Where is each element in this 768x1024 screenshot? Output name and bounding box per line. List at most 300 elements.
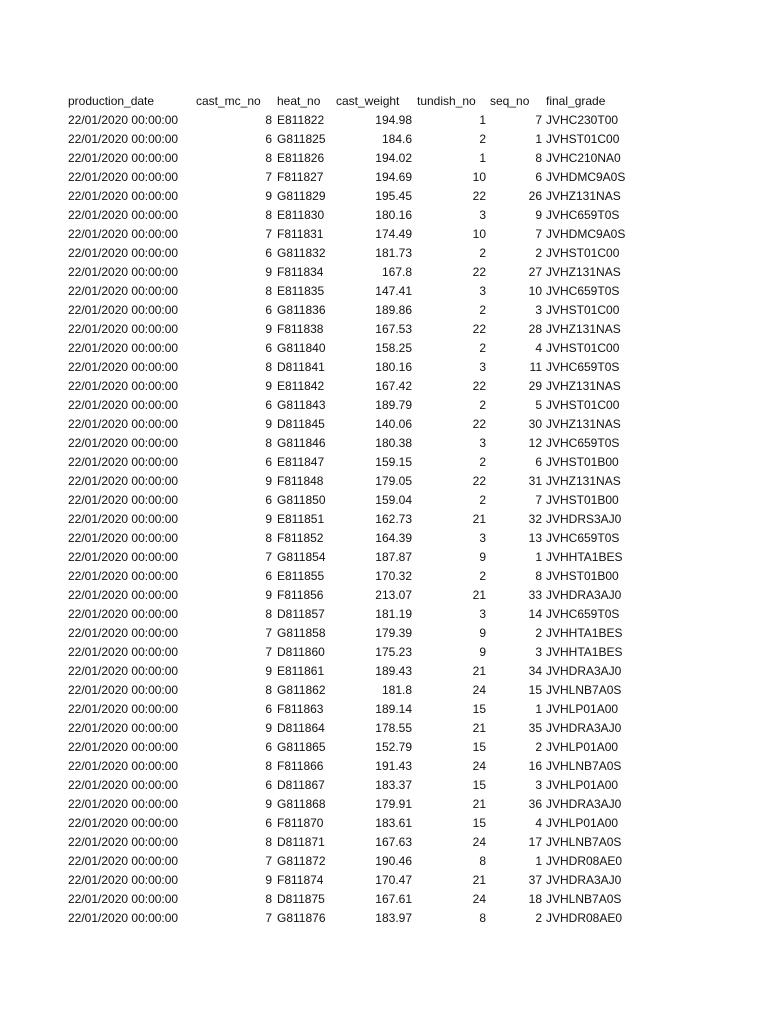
cell-heat-no: E811855: [277, 569, 325, 583]
cell-heat-no: F811863: [277, 702, 324, 716]
cell-tundish-no: 24: [472, 835, 486, 849]
cell-seq-no: 3: [535, 303, 542, 317]
cell-cast-mc-no: 6: [265, 493, 272, 507]
cell-tundish-no: 2: [479, 398, 486, 412]
cell-final-grade: JVHDRA3AJ0: [546, 721, 622, 735]
cell-cast-mc-no: 7: [265, 227, 272, 241]
cell-seq-no: 2: [535, 740, 542, 754]
table-row: [68, 681, 656, 700]
cell-cast-weight: 140.06: [375, 417, 412, 431]
cell-heat-no: G811832: [277, 246, 326, 260]
cell-final-grade: JVHDR08AE0: [546, 854, 623, 868]
cell-heat-no: F811856: [277, 588, 324, 602]
cell-final-grade: JVHDMC9A0S: [546, 170, 626, 184]
cell-heat-no: G811854: [277, 550, 326, 564]
cell-production-date: 22/01/2020 00:00:00: [68, 151, 179, 165]
cell-cast-weight: 175.23: [375, 645, 412, 659]
cell-cast-weight: 162.73: [375, 512, 412, 526]
cell-cast-mc-no: 6: [265, 246, 272, 260]
cell-cast-mc-no: 7: [265, 911, 272, 925]
cell-cast-mc-no: 8: [265, 284, 272, 298]
cell-tundish-no: 2: [479, 455, 486, 469]
cell-final-grade: JVHDRA3AJ0: [546, 797, 622, 811]
cell-production-date: 22/01/2020 00:00:00: [68, 303, 179, 317]
cell-final-grade: JVHLP01A00: [546, 778, 619, 792]
header-cast-mc-no: cast_mc_no: [196, 94, 261, 108]
cell-tundish-no: 22: [472, 322, 486, 336]
cell-production-date: 22/01/2020 00:00:00: [68, 759, 179, 773]
cell-cast-weight: 187.87: [375, 550, 412, 564]
cell-heat-no: F811852: [277, 531, 324, 545]
cell-heat-no: D811864: [277, 721, 325, 735]
cell-final-grade: JVHC659T0S: [546, 208, 620, 222]
cell-cast-weight: 170.32: [375, 569, 412, 583]
cell-final-grade: JVHST01B00: [546, 493, 619, 507]
cell-tundish-no: 15: [472, 778, 486, 792]
cell-cast-mc-no: 9: [265, 417, 272, 431]
cell-tundish-no: 3: [479, 284, 486, 298]
cell-cast-mc-no: 8: [265, 151, 272, 165]
table-row: [68, 396, 656, 415]
cell-final-grade: JVHZ131NAS: [546, 379, 621, 393]
cell-cast-weight: 189.43: [375, 664, 412, 678]
cell-production-date: 22/01/2020 00:00:00: [68, 607, 179, 621]
header-tundish-no: tundish_no: [417, 94, 476, 108]
table-row: [68, 320, 656, 339]
cell-cast-mc-no: 7: [265, 170, 272, 184]
cell-seq-no: 2: [535, 246, 542, 260]
cell-tundish-no: 2: [479, 303, 486, 317]
cell-final-grade: JVHST01C00: [546, 132, 620, 146]
cell-cast-weight: 167.42: [375, 379, 412, 393]
cell-seq-no: 28: [528, 322, 542, 336]
cell-cast-mc-no: 8: [265, 892, 272, 906]
cell-tundish-no: 24: [472, 892, 486, 906]
cell-cast-mc-no: 6: [265, 303, 272, 317]
table-row: [68, 757, 656, 776]
header-row: [68, 92, 656, 111]
cell-production-date: 22/01/2020 00:00:00: [68, 873, 179, 887]
cell-final-grade: JVHHTA1BES: [546, 550, 623, 564]
header-final-grade: final_grade: [546, 94, 606, 108]
cell-cast-mc-no: 8: [265, 208, 272, 222]
cell-heat-no: D811857: [277, 607, 325, 621]
cell-cast-weight: 167.8: [381, 265, 412, 279]
cell-seq-no: 7: [535, 113, 542, 127]
cell-final-grade: JVHDMC9A0S: [546, 227, 626, 241]
table-row: [68, 377, 656, 396]
cell-seq-no: 7: [535, 493, 542, 507]
cell-seq-no: 6: [535, 170, 542, 184]
cell-cast-mc-no: 9: [265, 474, 272, 488]
cell-seq-no: 31: [528, 474, 542, 488]
cell-final-grade: JVHZ131NAS: [546, 322, 621, 336]
cell-cast-mc-no: 9: [265, 721, 272, 735]
cell-final-grade: JVHC659T0S: [546, 284, 620, 298]
cell-tundish-no: 22: [472, 265, 486, 279]
cell-cast-mc-no: 8: [265, 113, 272, 127]
cell-heat-no: D811871: [277, 835, 325, 849]
cell-cast-mc-no: 9: [265, 379, 272, 393]
table-row: [68, 605, 656, 624]
cell-final-grade: JVHDRS3AJ0: [546, 512, 622, 526]
cell-heat-no: G811846: [277, 436, 326, 450]
cell-tundish-no: 2: [479, 341, 486, 355]
cell-cast-weight: 194.69: [375, 170, 412, 184]
cell-production-date: 22/01/2020 00:00:00: [68, 132, 179, 146]
cell-final-grade: JVHST01C00: [546, 303, 620, 317]
table-row: [68, 510, 656, 529]
cell-heat-no: G811872: [277, 854, 326, 868]
cell-final-grade: JVHDRA3AJ0: [546, 873, 622, 887]
cell-seq-no: 13: [528, 531, 542, 545]
cell-seq-no: 11: [529, 360, 542, 374]
cell-tundish-no: 24: [472, 683, 486, 697]
cell-seq-no: 8: [535, 569, 542, 583]
cell-cast-weight: 178.55: [375, 721, 412, 735]
cell-final-grade: JVHHTA1BES: [546, 626, 623, 640]
cell-seq-no: 18: [528, 892, 542, 906]
production-table: [68, 92, 656, 928]
cell-tundish-no: 2: [479, 132, 486, 146]
cell-production-date: 22/01/2020 00:00:00: [68, 550, 179, 564]
cell-heat-no: G811868: [277, 797, 326, 811]
table-row: [68, 415, 656, 434]
cell-tundish-no: 3: [479, 436, 486, 450]
cell-heat-no: E811847: [277, 455, 325, 469]
cell-production-date: 22/01/2020 00:00:00: [68, 398, 179, 412]
cell-cast-weight: 194.98: [375, 113, 412, 127]
cell-cast-mc-no: 8: [265, 835, 272, 849]
cell-production-date: 22/01/2020 00:00:00: [68, 208, 179, 222]
table-row: [68, 890, 656, 909]
cell-production-date: 22/01/2020 00:00:00: [68, 778, 179, 792]
cell-cast-mc-no: 6: [265, 816, 272, 830]
cell-final-grade: JVHZ131NAS: [546, 474, 621, 488]
cell-heat-no: F811834: [277, 265, 324, 279]
cell-cast-mc-no: 9: [265, 265, 272, 279]
cell-cast-weight: 167.53: [375, 322, 412, 336]
cell-final-grade: JVHC659T0S: [546, 436, 620, 450]
cell-cast-mc-no: 8: [265, 607, 272, 621]
cell-seq-no: 3: [535, 778, 542, 792]
table-row: [68, 301, 656, 320]
cell-seq-no: 37: [528, 873, 542, 887]
table-row: [68, 244, 656, 263]
cell-heat-no: E811826: [277, 151, 325, 165]
cell-final-grade: JVHLP01A00: [546, 702, 619, 716]
cell-heat-no: E811851: [277, 512, 325, 526]
cell-production-date: 22/01/2020 00:00:00: [68, 189, 179, 203]
table-row: [68, 567, 656, 586]
cell-cast-weight: 152.79: [375, 740, 412, 754]
cell-heat-no: G811850: [277, 493, 326, 507]
cell-cast-weight: 179.05: [375, 474, 412, 488]
cell-heat-no: D811860: [277, 645, 325, 659]
cell-production-date: 22/01/2020 00:00:00: [68, 531, 179, 545]
table-row: [68, 833, 656, 852]
cell-production-date: 22/01/2020 00:00:00: [68, 854, 179, 868]
cell-heat-no: D811867: [277, 778, 325, 792]
cell-final-grade: JVHC230T00: [546, 113, 619, 127]
cell-tundish-no: 9: [479, 550, 486, 564]
cell-production-date: 22/01/2020 00:00:00: [68, 455, 179, 469]
cell-production-date: 22/01/2020 00:00:00: [68, 493, 179, 507]
cell-production-date: 22/01/2020 00:00:00: [68, 569, 179, 583]
table-row: [68, 814, 656, 833]
cell-cast-weight: 195.45: [375, 189, 412, 203]
cell-tundish-no: 22: [472, 417, 486, 431]
table-row: [68, 111, 656, 130]
cell-final-grade: JVHHTA1BES: [546, 645, 623, 659]
cell-cast-mc-no: 8: [265, 360, 272, 374]
cell-heat-no: G811829: [277, 189, 326, 203]
cell-final-grade: JVHDRA3AJ0: [546, 664, 622, 678]
table-row: [68, 453, 656, 472]
cell-final-grade: JVHZ131NAS: [546, 265, 621, 279]
cell-cast-mc-no: 9: [265, 588, 272, 602]
cell-seq-no: 1: [535, 132, 542, 146]
table-row: [68, 529, 656, 548]
cell-tundish-no: 22: [472, 474, 486, 488]
cell-heat-no: G811825: [277, 132, 326, 146]
spreadsheet-page: [0, 92, 768, 928]
cell-cast-weight: 181.73: [375, 246, 412, 260]
cell-tundish-no: 2: [479, 493, 486, 507]
cell-seq-no: 8: [535, 151, 542, 165]
cell-seq-no: 29: [528, 379, 542, 393]
cell-final-grade: JVHC659T0S: [546, 360, 620, 374]
cell-cast-weight: 213.07: [375, 588, 412, 602]
cell-final-grade: JVHST01B00: [546, 569, 619, 583]
cell-production-date: 22/01/2020 00:00:00: [68, 227, 179, 241]
cell-final-grade: JVHC659T0S: [546, 607, 620, 621]
table-row: [68, 548, 656, 567]
cell-production-date: 22/01/2020 00:00:00: [68, 284, 179, 298]
cell-final-grade: JVHLNB7A0S: [546, 683, 622, 697]
table-row: [68, 871, 656, 890]
header-production-date: production_date: [68, 94, 155, 108]
table-row: [68, 339, 656, 358]
cell-tundish-no: 10: [472, 227, 486, 241]
cell-tundish-no: 3: [479, 607, 486, 621]
table-row: [68, 472, 656, 491]
cell-production-date: 22/01/2020 00:00:00: [68, 721, 179, 735]
cell-cast-mc-no: 7: [265, 626, 272, 640]
cell-heat-no: D811875: [277, 892, 325, 906]
cell-production-date: 22/01/2020 00:00:00: [68, 341, 179, 355]
cell-tundish-no: 2: [479, 569, 486, 583]
cell-production-date: 22/01/2020 00:00:00: [68, 816, 179, 830]
cell-cast-mc-no: 8: [265, 436, 272, 450]
cell-cast-weight: 179.91: [375, 797, 412, 811]
cell-cast-mc-no: 7: [265, 854, 272, 868]
cell-final-grade: JVHLP01A00: [546, 816, 619, 830]
cell-cast-weight: 180.16: [375, 208, 412, 222]
table-row: [68, 358, 656, 377]
cell-tundish-no: 22: [472, 189, 486, 203]
cell-heat-no: F811827: [277, 170, 324, 184]
cell-seq-no: 33: [528, 588, 542, 602]
cell-seq-no: 4: [535, 341, 542, 355]
table-row: [68, 491, 656, 510]
cell-final-grade: JVHLNB7A0S: [546, 759, 622, 773]
cell-tundish-no: 8: [479, 854, 486, 868]
cell-tundish-no: 2: [479, 246, 486, 260]
cell-heat-no: F811866: [277, 759, 324, 773]
table-row: [68, 662, 656, 681]
cell-heat-no: F811838: [277, 322, 324, 336]
cell-heat-no: E811842: [277, 379, 325, 393]
cell-final-grade: JVHLNB7A0S: [546, 892, 622, 906]
cell-tundish-no: 3: [479, 360, 486, 374]
cell-cast-weight: 189.14: [375, 702, 412, 716]
cell-production-date: 22/01/2020 00:00:00: [68, 265, 179, 279]
cell-cast-mc-no: 6: [265, 341, 272, 355]
cell-cast-mc-no: 7: [265, 645, 272, 659]
cell-tundish-no: 15: [472, 702, 486, 716]
cell-production-date: 22/01/2020 00:00:00: [68, 246, 179, 260]
cell-seq-no: 5: [535, 398, 542, 412]
cell-heat-no: F811870: [277, 816, 324, 830]
table-row: [68, 187, 656, 206]
table-row: [68, 149, 656, 168]
table-row: [68, 852, 656, 871]
cell-cast-weight: 180.38: [375, 436, 412, 450]
cell-final-grade: JVHST01C00: [546, 246, 620, 260]
cell-seq-no: 12: [528, 436, 542, 450]
cell-heat-no: F811831: [277, 227, 324, 241]
cell-tundish-no: 15: [472, 816, 486, 830]
cell-tundish-no: 3: [479, 531, 486, 545]
cell-tundish-no: 22: [472, 379, 486, 393]
cell-production-date: 22/01/2020 00:00:00: [68, 379, 179, 393]
cell-tundish-no: 21: [472, 721, 486, 735]
cell-cast-weight: 184.6: [381, 132, 412, 146]
cell-final-grade: JVHST01C00: [546, 341, 620, 355]
cell-cast-mc-no: 6: [265, 778, 272, 792]
cell-production-date: 22/01/2020 00:00:00: [68, 683, 179, 697]
cell-seq-no: 17: [528, 835, 542, 849]
cell-heat-no: G811862: [277, 683, 326, 697]
cell-cast-mc-no: 8: [265, 683, 272, 697]
cell-heat-no: E811861: [277, 664, 325, 678]
cell-final-grade: JVHC659T0S: [546, 531, 620, 545]
cell-heat-no: G811865: [277, 740, 326, 754]
cell-tundish-no: 10: [472, 170, 486, 184]
table-row: [68, 624, 656, 643]
cell-final-grade: JVHZ131NAS: [546, 189, 621, 203]
cell-final-grade: JVHDR08AE0: [546, 911, 623, 925]
cell-seq-no: 1: [535, 550, 542, 564]
cell-production-date: 22/01/2020 00:00:00: [68, 360, 179, 374]
cell-production-date: 22/01/2020 00:00:00: [68, 113, 179, 127]
table-body: [68, 111, 656, 928]
cell-cast-weight: 159.04: [375, 493, 412, 507]
cell-heat-no: G811876: [277, 911, 326, 925]
cell-heat-no: F811874: [277, 873, 324, 887]
cell-cast-weight: 179.39: [375, 626, 412, 640]
header-cast-weight: cast_weight: [336, 94, 400, 108]
table-row: [68, 434, 656, 453]
cell-seq-no: 1: [535, 702, 542, 716]
cell-cast-weight: 189.79: [375, 398, 412, 412]
cell-cast-weight: 159.15: [375, 455, 412, 469]
cell-seq-no: 9: [535, 208, 542, 222]
cell-cast-weight: 181.19: [375, 607, 412, 621]
header-heat-no: heat_no: [277, 94, 321, 108]
cell-heat-no: E811835: [277, 284, 325, 298]
cell-seq-no: 26: [528, 189, 542, 203]
cell-seq-no: 6: [535, 455, 542, 469]
cell-tundish-no: 21: [472, 588, 486, 602]
cell-tundish-no: 21: [472, 873, 486, 887]
cell-seq-no: 1: [535, 854, 542, 868]
cell-cast-mc-no: 9: [265, 189, 272, 203]
cell-cast-mc-no: 6: [265, 569, 272, 583]
cell-production-date: 22/01/2020 00:00:00: [68, 702, 179, 716]
cell-heat-no: E811830: [277, 208, 325, 222]
cell-tundish-no: 9: [479, 626, 486, 640]
cell-production-date: 22/01/2020 00:00:00: [68, 740, 179, 754]
cell-production-date: 22/01/2020 00:00:00: [68, 835, 179, 849]
cell-cast-weight: 167.63: [375, 835, 412, 849]
cell-cast-weight: 164.39: [375, 531, 412, 545]
table-row: [68, 206, 656, 225]
cell-cast-weight: 194.02: [375, 151, 412, 165]
table-row: [68, 795, 656, 814]
cell-tundish-no: 3: [479, 208, 486, 222]
cell-cast-weight: 183.97: [375, 911, 412, 925]
cell-production-date: 22/01/2020 00:00:00: [68, 436, 179, 450]
header-seq-no: seq_no: [490, 94, 530, 108]
table-row: [68, 700, 656, 719]
cell-heat-no: G811840: [277, 341, 326, 355]
cell-production-date: 22/01/2020 00:00:00: [68, 474, 179, 488]
cell-seq-no: 32: [528, 512, 542, 526]
cell-seq-no: 34: [528, 664, 542, 678]
cell-tundish-no: 21: [472, 664, 486, 678]
cell-final-grade: JVHLP01A00: [546, 740, 619, 754]
cell-heat-no: D811845: [277, 417, 325, 431]
cell-tundish-no: 21: [472, 512, 486, 526]
table-row: [68, 130, 656, 149]
cell-heat-no: G811843: [277, 398, 326, 412]
cell-seq-no: 7: [535, 227, 542, 241]
cell-seq-no: 4: [535, 816, 542, 830]
cell-cast-mc-no: 9: [265, 512, 272, 526]
cell-final-grade: JVHDRA3AJ0: [546, 588, 622, 602]
cell-production-date: 22/01/2020 00:00:00: [68, 170, 179, 184]
cell-final-grade: JVHC210NA0: [546, 151, 621, 165]
cell-cast-weight: 170.47: [375, 873, 412, 887]
cell-final-grade: JVHZ131NAS: [546, 417, 621, 431]
cell-cast-weight: 158.25: [375, 341, 412, 355]
table-row: [68, 719, 656, 738]
cell-seq-no: 35: [528, 721, 542, 735]
cell-production-date: 22/01/2020 00:00:00: [68, 797, 179, 811]
cell-production-date: 22/01/2020 00:00:00: [68, 417, 179, 431]
cell-production-date: 22/01/2020 00:00:00: [68, 911, 179, 925]
cell-tundish-no: 8: [479, 911, 486, 925]
cell-production-date: 22/01/2020 00:00:00: [68, 512, 179, 526]
cell-seq-no: 15: [528, 683, 542, 697]
table-row: [68, 586, 656, 605]
cell-production-date: 22/01/2020 00:00:00: [68, 322, 179, 336]
cell-heat-no: F811848: [277, 474, 324, 488]
cell-cast-weight: 183.61: [375, 816, 412, 830]
cell-cast-mc-no: 7: [265, 550, 272, 564]
